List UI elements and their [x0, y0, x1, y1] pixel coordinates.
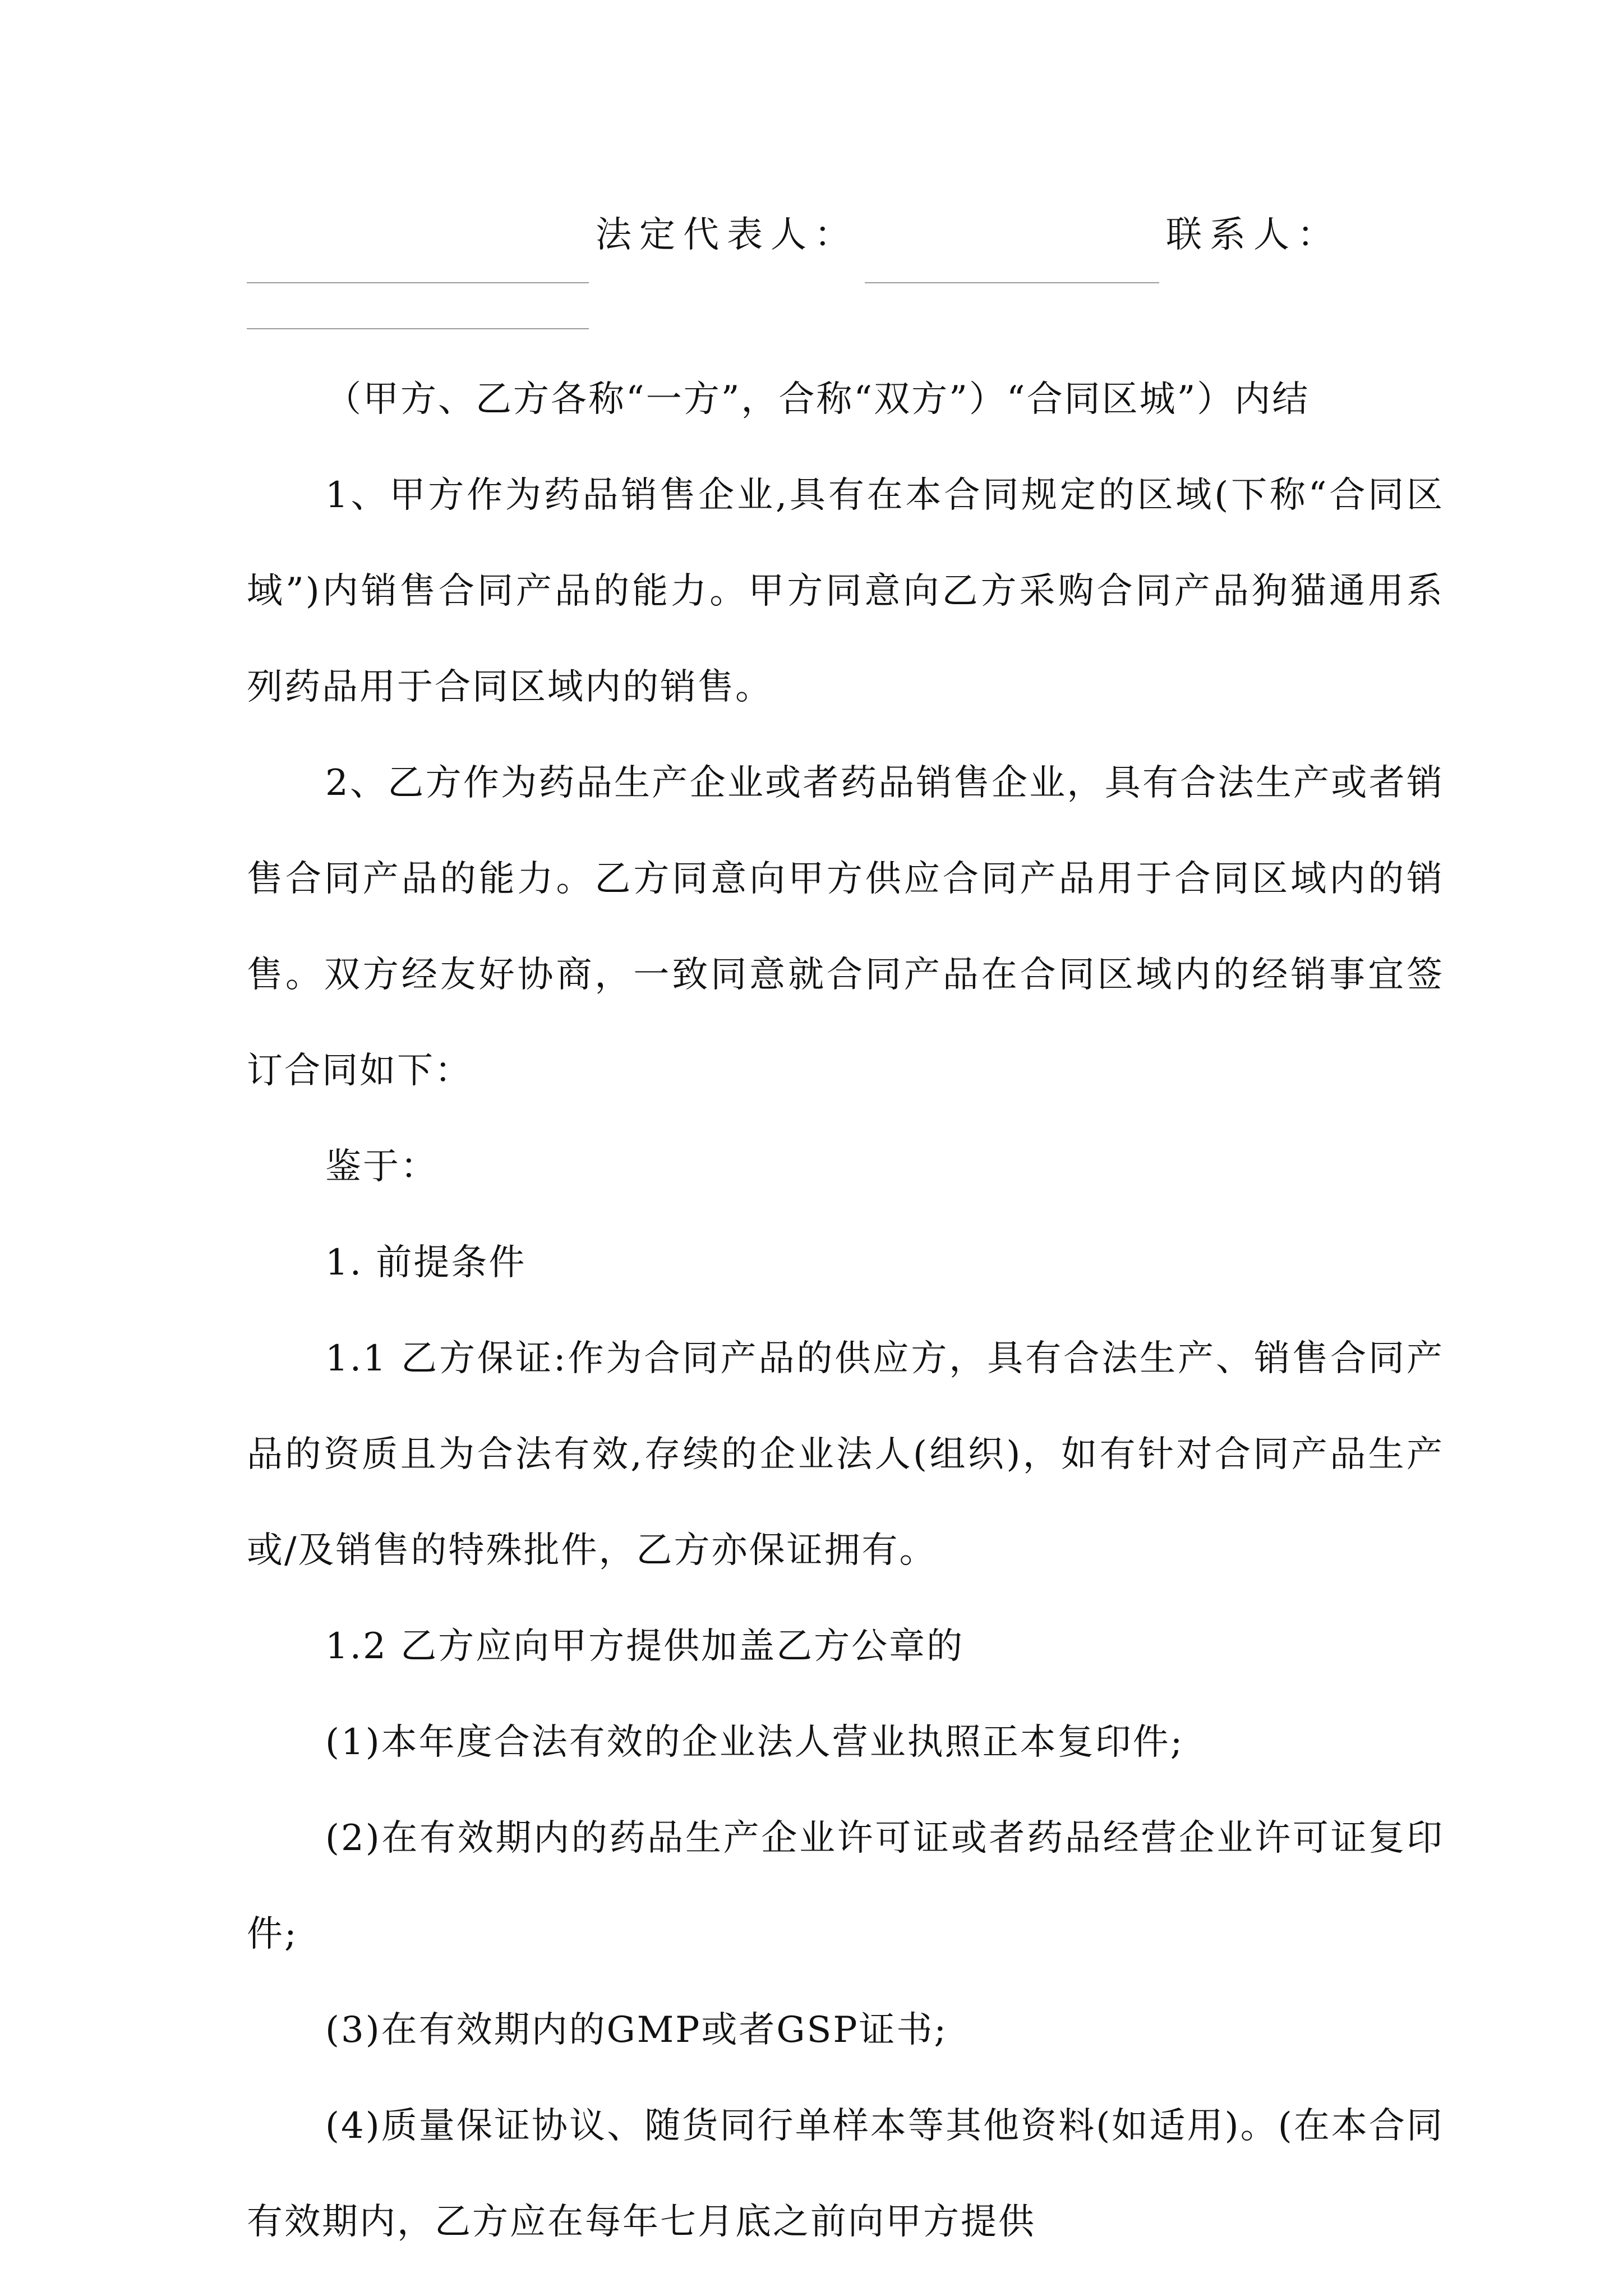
- section-heading-prerequisites: 1. 前提条件: [325, 1242, 527, 1283]
- list-item-3: (3)在有效期内的GMP或者GSP证书;: [325, 2009, 948, 2051]
- paragraph-party-b: 2、乙方作为药品生产企业或者药品销售企业，具有合法生产或者销售合同产品的能力。乙方同意向甲方供应合同产品用于合同区域内的销售。双方经友好协商，一致同意就合同产品在合同区域内的经销事宜签订合同如下：: [247, 762, 1444, 1092]
- legal-representative-blank[interactable]: [865, 237, 1159, 283]
- list-item-4: (4)质量保证协议、随货同行单样本等其他资料(如适用)。(在本合同有效期内，乙方应在每年七月底之前向甲方提供: [247, 2105, 1444, 2243]
- clause-1-2: 1.2 乙方应向甲方提供加盖乙方公章的: [325, 1626, 965, 1667]
- paragraph-party-a: 1、甲方作为药品销售企业,具有在本合同规定的区域(下称“合同区域”)内销售合同产品的能力。甲方同意向乙方采购合同产品狗猫通用系列药品用于合同区域内的销售。: [247, 475, 1444, 708]
- contact-person-blank[interactable]: [247, 306, 589, 329]
- contract-paragraphs: [247, 352, 1444, 2270]
- contact-person-blank-row: [247, 283, 1444, 351]
- party-name-blank[interactable]: [247, 237, 589, 283]
- list-item-2: (2)在有效期内的药品生产企业许可证或者药品经营企业许可证复印件;: [247, 1818, 1444, 1955]
- list-item-1: (1)本年度合法有效的企业法人营业执照正本复印件;: [325, 1722, 1184, 1763]
- contact-person-label: 联系人：: [1166, 214, 1341, 256]
- paragraph-whereas: 鉴于：: [325, 1146, 438, 1188]
- clause-1-1: 1.1 乙方保证:作为合同产品的供应方，具有合法生产、销售合同产品的资质且为合法有效,存续的企业法人(组织)，如有针对合同产品生产或/及销售的特殊批件，乙方亦保证拥有。: [247, 1338, 1444, 1571]
- document-body: [247, 210, 1444, 2270]
- legal-representative-label: 法定代表人：: [596, 214, 858, 256]
- signature-line: [247, 210, 1444, 283]
- paragraph-intro: （甲方、乙方各称“一方”，合称“双方”）“合同区城”）内结: [325, 379, 1310, 420]
